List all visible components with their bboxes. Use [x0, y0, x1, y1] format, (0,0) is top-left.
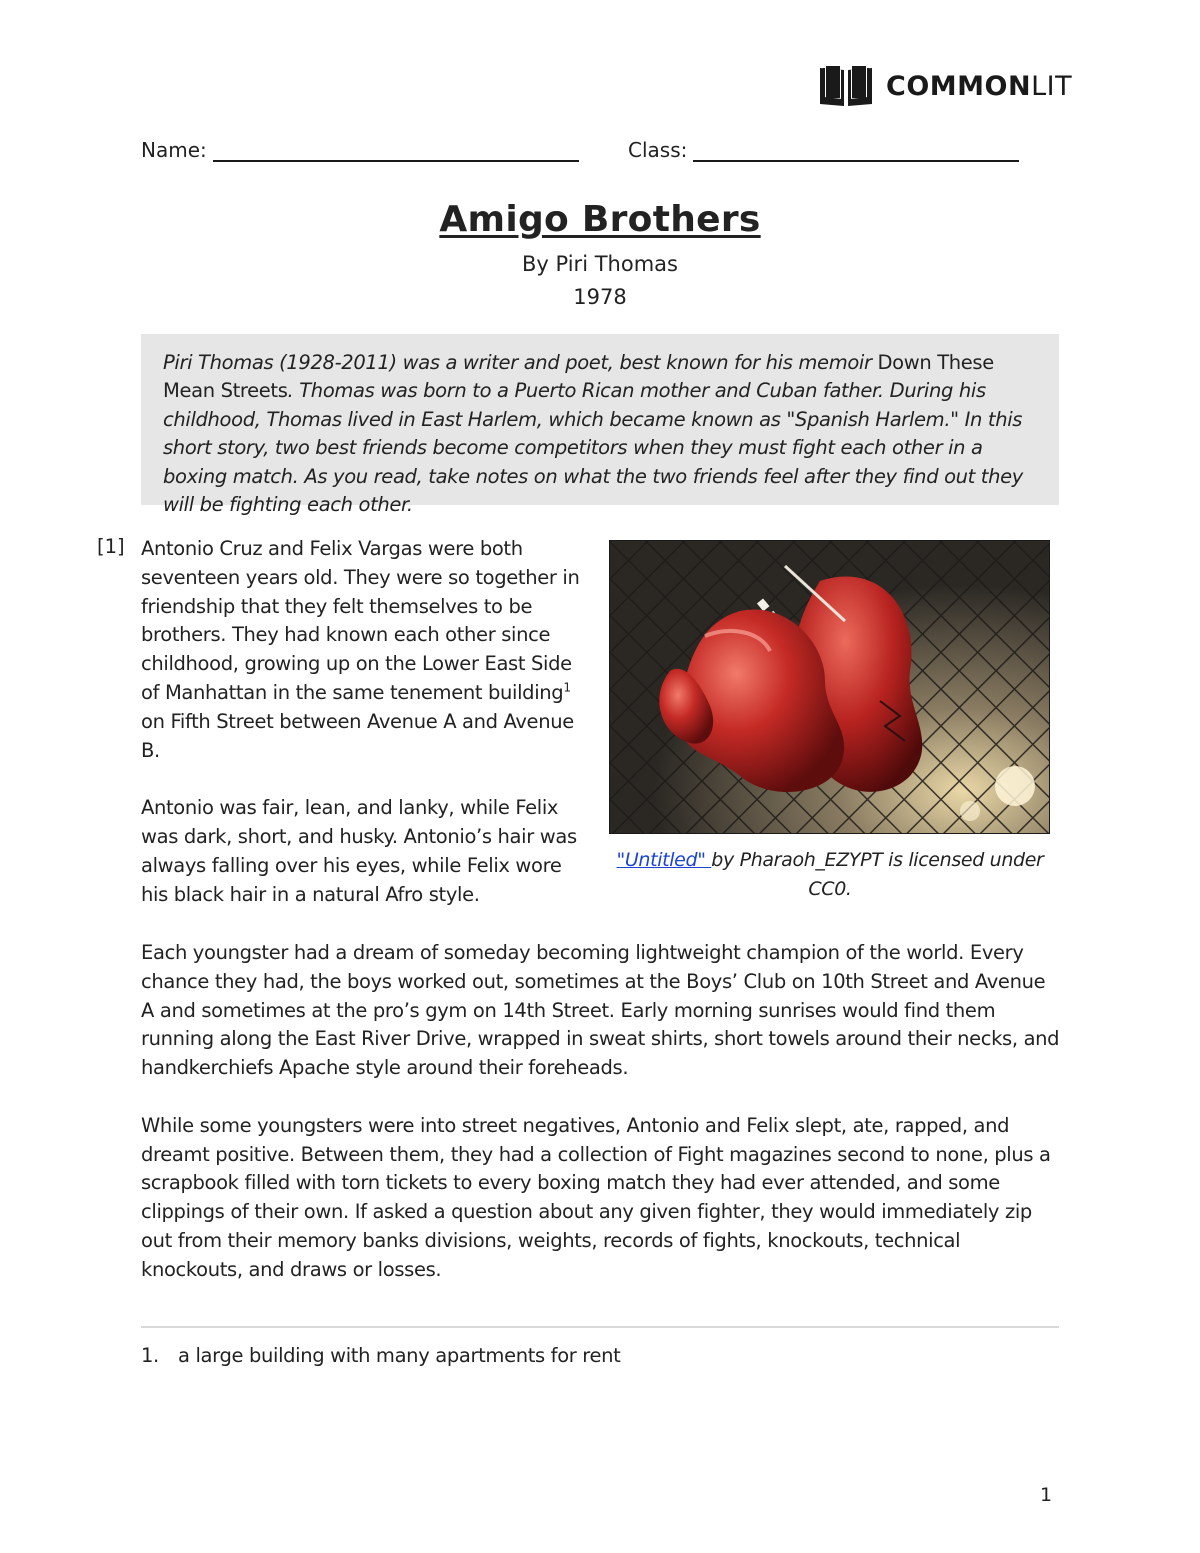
- intro-part-1: Piri Thomas (1928-2011) was a writer and poet, best known for his memoir: [163, 351, 878, 374]
- boxing-gloves-illustration: [610, 541, 1050, 834]
- footnote: [141, 1344, 620, 1367]
- paragraph-2: Antonio was fair, lean, and lanky, while Felix was dark, short, and husky. Antonio’s hair was always falling over his eyes, while Felix wore his black hair in a natural Afro style.: [141, 796, 577, 906]
- footnote-number: 1.: [141, 1344, 159, 1367]
- paragraph-1-text-end: on Fifth Street between Avenue A and Avenue B.: [141, 709, 574, 762]
- document-author: By Piri Thomas: [522, 252, 678, 276]
- logo-brand-light: LIT: [1031, 70, 1073, 102]
- class-label: Class:: [628, 138, 688, 162]
- paragraph-3: Each youngster had a dream of someday becoming lightweight champion of the world. Every chance they had, the boys worked out, sometimes at the Boys’ Club on 10th Street and Avenue A and sometimes at the pro’s gym on 14th Street. Early morning sunrises would find them running along the East River Drive, wrapped in sweat shirts, short towels around their necks, and handkerchiefs Apache style around their foreheads.: [141, 941, 1060, 1080]
- boxing-gloves-photo: [609, 540, 1050, 834]
- footnote-ref[interactable]: 1: [563, 680, 571, 695]
- book-icon: [818, 64, 874, 108]
- image-source-link[interactable]: "Untitled": [616, 849, 712, 871]
- paragraph-number: [1]: [97, 535, 125, 558]
- image-caption: [600, 846, 1060, 903]
- footnote-text: a large building with many apartments for rent: [178, 1344, 621, 1367]
- paragraph-4: While some youngsters were into street negatives, Antonio and Felix slept, ate, rapped, and dreamt positive. Between them, they had a collection of Fight magazines second to none, plus a scrapbook filled with torn tickets to every boxing match they had ever attended, and some clippings of their own. If asked a question about any given fighter, they would immediately zip out from their memory banks divisions, weights, records of fights, knockouts, technical knockouts, and draws or losses.: [141, 1113, 1051, 1281]
- footnote-divider: [141, 1326, 1059, 1328]
- document-year: 1978: [573, 285, 627, 309]
- class-field: [628, 138, 1019, 162]
- image-license-text: by Pharaoh_EZYPT is licensed under CC0.: [711, 849, 1044, 900]
- intro-box: [141, 334, 1059, 517]
- logo-brand-bold: COMMON: [886, 70, 1032, 102]
- name-label: Name:: [141, 138, 207, 162]
- document-title: Amigo Brothers: [439, 199, 761, 240]
- intro-part-2: . Thomas was born to a Puerto Rican mother and Cuban father. During his childhood, Thomas lived in East Harlem, which became known as "Spanish Harlem." In this short story, two best friends become competitors when they must fight each other in a boxing match. As you read, take notes on what the two friends feel after they find out they will be fighting each other.: [163, 379, 1023, 517]
- paragraph-1: [141, 535, 589, 765]
- class-blank-line[interactable]: [693, 138, 1019, 162]
- name-blank-line[interactable]: [213, 138, 579, 162]
- page-number: 1: [1040, 1484, 1053, 1506]
- name-field: [141, 138, 579, 162]
- commonlit-logo: [818, 64, 1072, 108]
- paragraph-1-text: Antonio Cruz and Felix Vargas were both seventeen years old. They were so together in friendship that they felt themselves to be brothers. They had known each other since childhood, growing up on the Lower East Side of Manhattan in the same tenement building: [141, 537, 580, 704]
- left-column: [141, 535, 589, 909]
- intro-book-title: Down These Mean Streets: [163, 351, 994, 403]
- full-width-text: [141, 939, 1061, 1285]
- intro-text: [163, 349, 1037, 519]
